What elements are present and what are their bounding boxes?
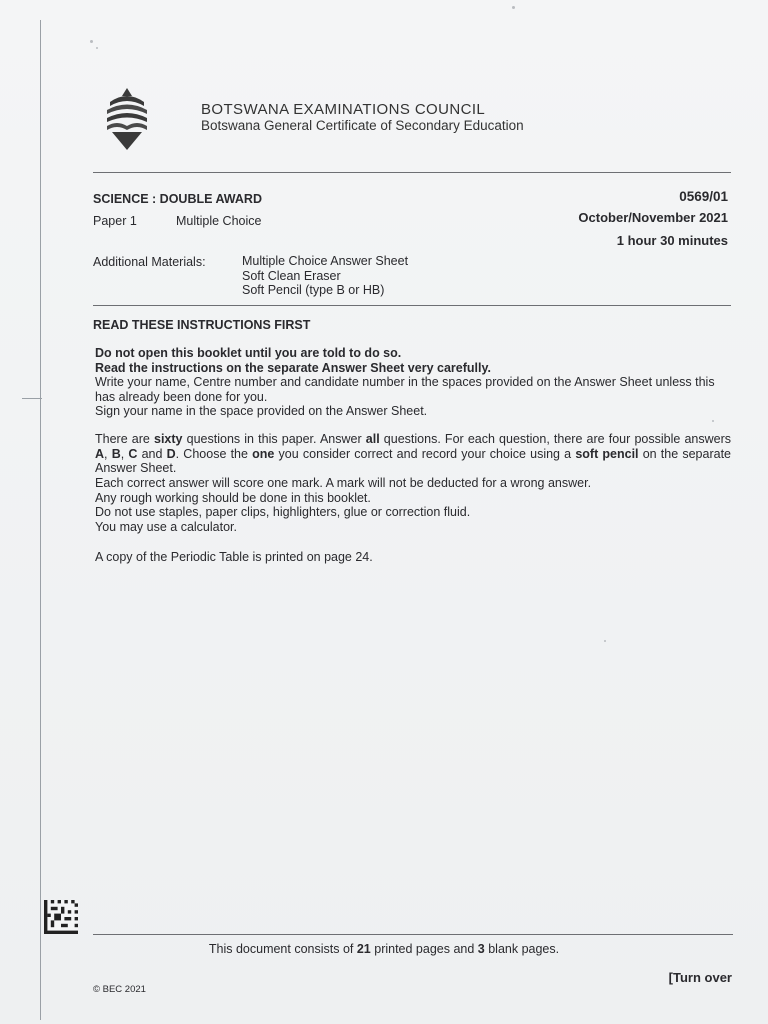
subject-title: SCIENCE : DOUBLE AWARD: [93, 192, 262, 206]
periodic-line: A copy of the Periodic Table is printed on page 24.: [95, 550, 373, 564]
materials-label: Additional Materials:: [93, 255, 206, 269]
paper-number: Paper 1: [93, 214, 137, 228]
instruction-bold-line: Do not open this booklet until you are told to do so.: [95, 346, 402, 360]
periodic-note: [95, 550, 731, 565]
certificate-name: Botswana General Certificate of Secondary Education: [201, 118, 524, 133]
bec-crest-icon: [102, 86, 152, 152]
materials-item: Soft Clean Eraser: [242, 268, 341, 283]
scan-speck: [604, 640, 606, 642]
questions-paragraph: [95, 432, 731, 476]
materials-list: [242, 254, 408, 298]
council-name: BOTSWANA EXAMINATIONS COUNCIL: [201, 101, 486, 118]
materials-item: Multiple Choice Answer Sheet: [242, 254, 409, 268]
syllabus-code: 0569/01: [679, 189, 728, 204]
footer-rule: [93, 934, 733, 935]
paper-type: Multiple Choice: [176, 214, 262, 228]
top-rule: [93, 172, 731, 173]
binding-line: [40, 20, 41, 1020]
turn-over-label: [Turn over: [668, 970, 732, 985]
questions-text: There are sixty questions in this paper. Answer all questions. For each question, there are four possible answers A, B, C and D. Choose the one you consider correct and record your choice using a soft pencil on the separate Answer Sheet.: [95, 432, 731, 476]
rule-line: Do not use staples, paper clips, highlighters, glue or correction fluid.: [95, 505, 471, 520]
scan-speck: [512, 6, 515, 9]
binding-tick: [22, 398, 42, 399]
instructions-block: [95, 346, 731, 419]
section-rule: [93, 305, 731, 306]
copyright-notice: © BEC 2021: [93, 984, 146, 995]
scan-speck: [96, 47, 98, 49]
instruction-line: Write your name, Centre number and candidate number in the spaces provided on the Answer Sheet unless this has already been done for you.: [95, 375, 715, 404]
rule-line: Each correct answer will score one mark. A mark will not be deducted for a wrong answer.: [95, 476, 592, 490]
instructions-heading: READ THESE INSTRUCTIONS FIRST: [93, 318, 311, 332]
instruction-line: Sign your name in the space provided on the Answer Sheet.: [95, 404, 428, 419]
exam-duration: 1 hour 30 minutes: [616, 233, 728, 248]
rules-list: [95, 476, 731, 534]
datamatrix-code-icon: [44, 900, 78, 934]
rule-line: Any rough working should be done in this booklet.: [95, 490, 371, 505]
page-count-note: This document consists of 21 printed pages and 3 blank pages.: [208, 942, 560, 956]
exam-session: October/November 2021: [578, 210, 728, 225]
scan-speck: [90, 40, 93, 43]
materials-item: Soft Pencil (type B or HB): [242, 283, 385, 297]
rule-line: You may use a calculator.: [95, 519, 237, 534]
scan-speck: [712, 420, 714, 422]
instruction-bold-line: Read the instructions on the separate Answer Sheet very carefully.: [95, 360, 491, 375]
